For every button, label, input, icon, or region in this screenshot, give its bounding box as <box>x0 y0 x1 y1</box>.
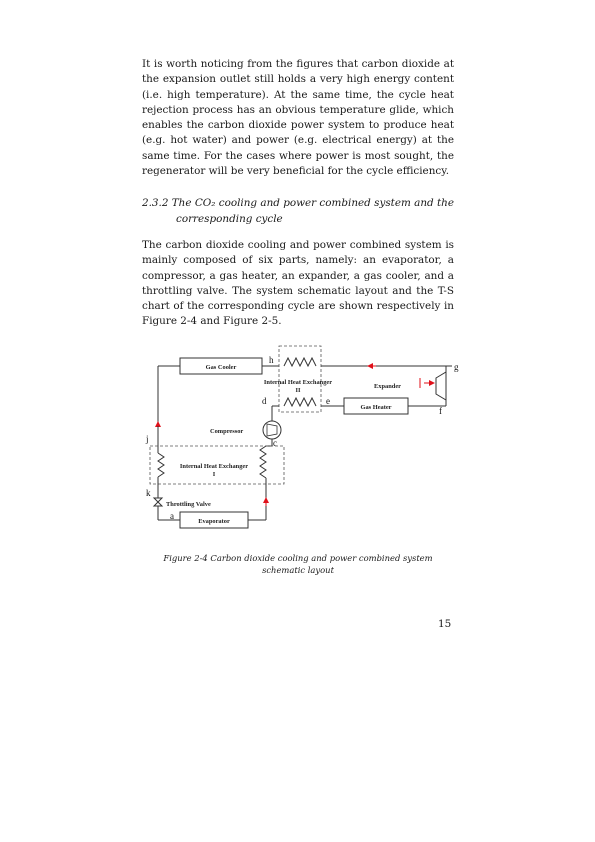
throttling-valve-icon <box>154 498 162 506</box>
section-heading <box>142 195 454 227</box>
point-j: j <box>146 434 149 444</box>
ihx2-label-line1: Internal Heat Exchanger <box>263 379 333 386</box>
point-a: a <box>170 511 174 521</box>
gas-heater-label: Gas Heater <box>360 404 392 411</box>
pipe-left <box>158 366 180 453</box>
expander-icon <box>436 372 446 400</box>
section-heading-line2: corresponding cycle <box>176 213 283 225</box>
gas-cooler-label: Gas Cooler <box>205 364 237 371</box>
ihx2-coil-bottom <box>284 398 316 406</box>
expander-label: Expander <box>374 383 401 390</box>
ihx1-coil-left <box>158 453 164 477</box>
point-c: c <box>273 438 277 448</box>
compressor <box>210 421 281 439</box>
ihx1-label-line1: Internal Heat Exchanger <box>179 463 249 470</box>
system-schematic-figure <box>136 338 466 543</box>
point-h: h <box>269 355 274 365</box>
ihx2-coil-top <box>284 358 316 366</box>
section-heading-line1: 2.3.2 The CO₂ cooling and power combined system and the <box>142 197 455 209</box>
point-d: d <box>262 396 267 406</box>
point-e: e <box>326 396 330 406</box>
intro-paragraph: It is worth noticing from the figures that carbon dioxide at the expansion outlet still holds a very high energy content (i.e. high temperature). At the same time, the cycle heat rejection process has an obvious temperature glide, which enables the carbon dioxide power system to produce heat (e.g. hot water) and power (e.g. electrical energy) at the same time. For the cases where power is most sought, the regenerator will be very beneficial for the cycle efficiency. <box>142 58 454 178</box>
page-number: 15 <box>438 618 452 630</box>
evaporator-label: Evaporator <box>198 518 230 525</box>
throttling-valve <box>154 498 211 508</box>
system-paragraph: The carbon dioxide cooling and power combined system is mainly composed of six parts, namely: an evaporator, a compressor, a gas heater, an expander, a gas cooler, and a throttling valve. The system schematic layout and the T-S chart of the corresponding cycle are shown respectively in Figure 2-4 and Figure 2-5. <box>142 239 454 328</box>
gas-heater <box>344 398 408 414</box>
ihx1-coil-right <box>260 446 266 478</box>
ihx2-label-line2: II <box>295 387 301 394</box>
ihx1-label-line2: I <box>212 471 216 478</box>
gas-cooler <box>180 358 262 374</box>
point-f: f <box>439 406 442 416</box>
compressor-label: Compressor <box>210 428 244 435</box>
evaporator <box>180 512 248 528</box>
figure-caption: Figure 2-4 Carbon dioxide cooling and power combined system schematic layout <box>163 553 433 575</box>
expander <box>374 372 446 400</box>
compressor-icon <box>263 421 281 439</box>
point-k: k <box>146 488 151 498</box>
throttling-valve-label: Throttling Valve <box>166 501 211 508</box>
point-g: g <box>454 362 459 372</box>
